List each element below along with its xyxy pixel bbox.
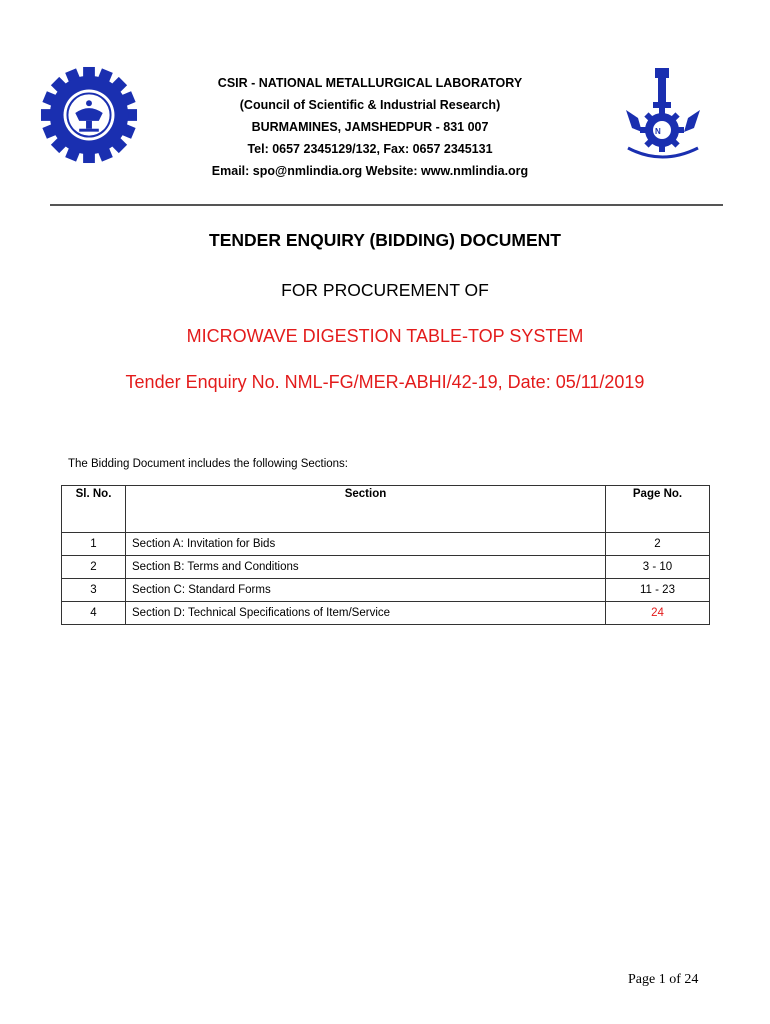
header-sl-no: Sl. No. [62,486,126,533]
row-section: Section D: Technical Specifications of Item/Service [126,602,606,625]
nml-logo-icon [620,66,706,170]
row-section: Section B: Terms and Conditions [126,556,606,579]
header-section: Section [126,486,606,533]
sections-table [61,485,710,625]
svg-text:N: N [655,127,661,136]
council-name: (Council of Scientific & Industrial Research) [239,98,501,112]
tender-enquiry-number: Tender Enquiry No. NML-FG/MER-ABHI/42-19, Date: 05/11/2019 [125,372,645,392]
row-page-no: 24 [606,602,710,625]
procurement-item: MICROWAVE DIGESTION TABLE-TOP SYSTEM [186,326,584,346]
row-section: Section C: Standard Forms [126,579,606,602]
letterhead [160,72,580,182]
table-row [62,556,710,579]
address: BURMAMINES, JAMSHEDPUR - 831 007 [251,120,489,134]
email-website: Email: spo@nmlindia.org Website: www.nmlindia.org [211,164,529,178]
row-sl-no: 2 [62,556,126,579]
row-page-no: 11 - 23 [606,579,710,602]
header-page-no: Page No. [606,486,710,533]
row-page-no: 2 [606,533,710,556]
row-sl-no: 1 [62,533,126,556]
page-number: Page 1 of 24 [628,972,699,987]
phone-fax: Tel: 0657 2345129/132, Fax: 0657 2345131 [247,142,493,156]
row-sl-no: 3 [62,579,126,602]
header-divider [50,204,723,206]
org-name: CSIR - NATIONAL METALLURGICAL LABORATORY [217,76,523,90]
csir-logo-icon [40,66,138,164]
table-header-row [62,486,710,533]
document-subtitle: FOR PROCUREMENT OF [281,280,489,300]
row-page-no: 3 - 10 [606,556,710,579]
row-section: Section A: Invitation for Bids [126,533,606,556]
table-row [62,579,710,602]
table-row [62,602,710,625]
row-sl-no: 4 [62,602,126,625]
document-title: TENDER ENQUIRY (BIDDING) DOCUMENT [209,230,561,250]
sections-intro: The Bidding Document includes the following Sections: [68,458,348,470]
table-row [62,533,710,556]
